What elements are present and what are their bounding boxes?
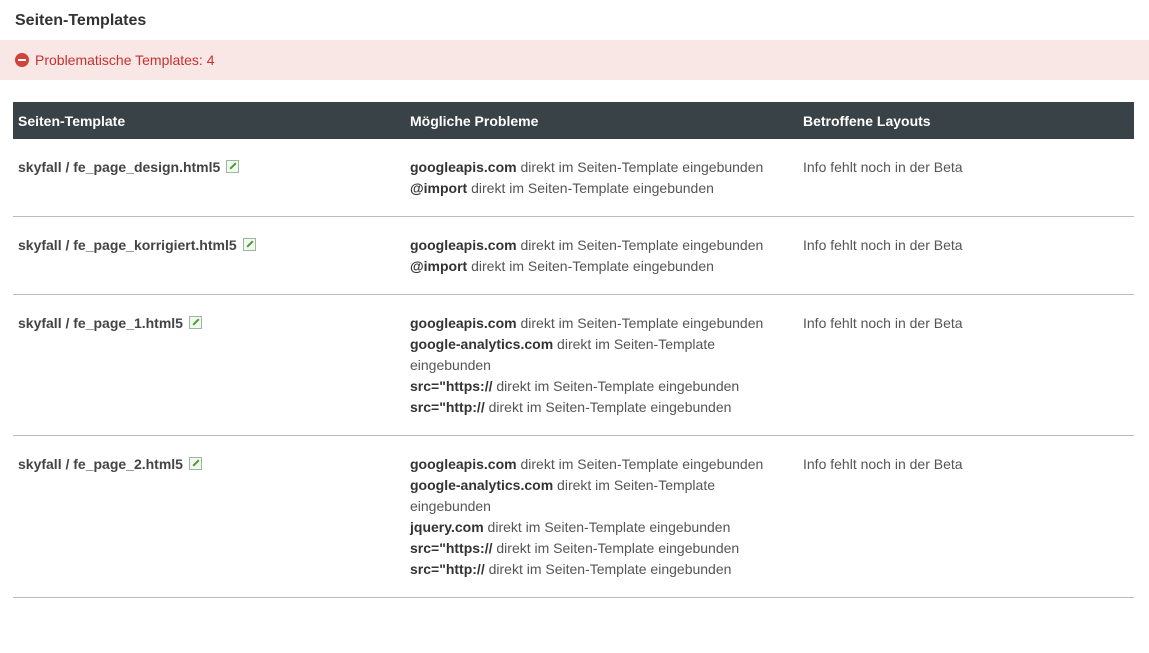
edit-icon[interactable] [189,457,202,470]
template-cell [13,436,405,598]
template-name: skyfall / fe_page_2.html5 [18,456,183,472]
layouts-cell: Info fehlt noch in der Beta [798,217,1134,295]
issue-item: jquery.com direkt im Seiten-Template eingebunden [410,519,731,535]
issue-item: google-analytics.com direkt im Seiten-Template eingebunden [410,336,715,373]
table-row [13,295,1134,436]
edit-icon[interactable] [226,160,239,173]
table-header-row [13,102,1134,139]
table-row [13,436,1134,598]
issue-item: src="https:// direkt im Seiten-Template eingebunden [410,540,740,556]
template-cell [13,139,405,217]
problems-cell [405,139,798,217]
problems-cell [405,217,798,295]
column-header-problems: Mögliche Probleme [405,102,798,139]
template-cell [13,217,405,295]
issue-item: googleapis.com direkt im Seiten-Template eingebunden [410,456,764,472]
issue-item: src="http:// direkt im Seiten-Template eingebunden [410,399,732,415]
templates-table-container [13,102,1134,598]
issue-item: @import direkt im Seiten-Template eingebunden [410,180,714,196]
table-row [13,139,1134,217]
edit-icon[interactable] [243,238,256,251]
layouts-cell: Info fehlt noch in der Beta [798,139,1134,217]
templates-table [13,102,1134,598]
template-name: skyfall / fe_page_korrigiert.html5 [18,237,237,253]
issue-item: google-analytics.com direkt im Seiten-Template eingebunden [410,477,715,514]
issue-item: src="http:// direkt im Seiten-Template eingebunden [410,561,732,577]
template-name: skyfall / fe_page_1.html5 [18,315,183,331]
alert-text: Problematische Templates: 4 [35,52,215,68]
page-title: Seiten-Templates [15,12,147,29]
issue-item: googleapis.com direkt im Seiten-Template eingebunden [410,315,764,331]
minus-circle-icon [15,53,29,67]
layouts-cell: Info fehlt noch in der Beta [798,295,1134,436]
issue-item: @import direkt im Seiten-Template eingebunden [410,258,714,274]
template-cell [13,295,405,436]
column-header-template: Seiten-Template [13,102,405,139]
problems-cell [405,436,798,598]
table-row [13,217,1134,295]
issue-item: googleapis.com direkt im Seiten-Template eingebunden [410,237,764,253]
edit-icon[interactable] [189,316,202,329]
issue-item: src="https:// direkt im Seiten-Template eingebunden [410,378,740,394]
problems-cell [405,295,798,436]
layouts-cell: Info fehlt noch in der Beta [798,436,1134,598]
issue-item: googleapis.com direkt im Seiten-Template eingebunden [410,159,764,175]
template-name: skyfall / fe_page_design.html5 [18,159,221,175]
problem-alert [0,40,1149,80]
column-header-layouts: Betroffene Layouts [798,102,1134,139]
